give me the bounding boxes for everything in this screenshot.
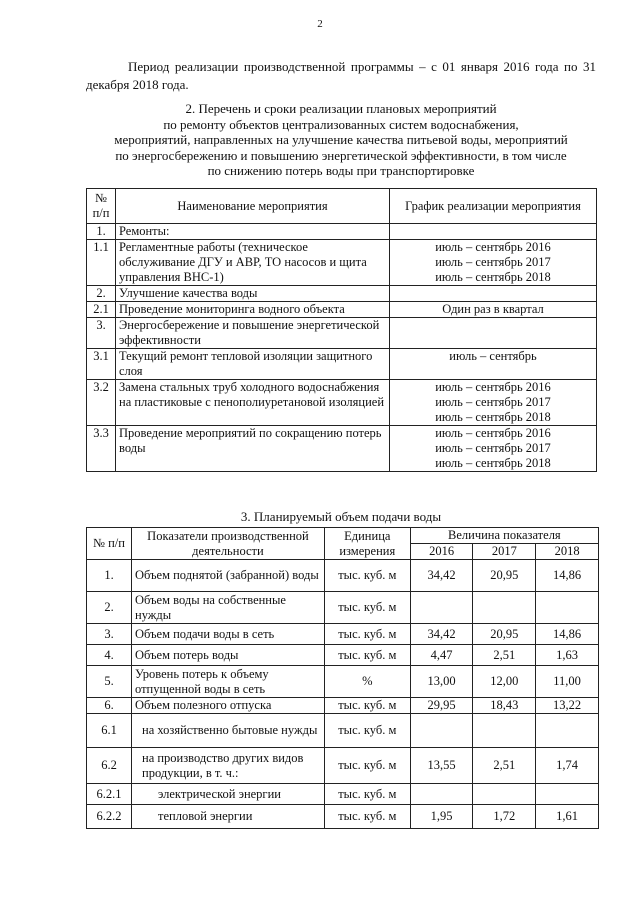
measures-table-header <box>87 189 597 224</box>
indicator-name: Объем полезного отпуска <box>132 698 325 714</box>
indicator-name: тепловой энергии <box>132 805 325 829</box>
measure-num: 3.1 <box>87 349 116 380</box>
water-supply-row <box>87 666 599 698</box>
measures-table-row <box>87 318 597 349</box>
measure-name: Текущий ремонт тепловой изоляции защитного слоя <box>116 349 390 380</box>
indicator-num: 5. <box>87 666 132 698</box>
schedule-line: июль – сентябрь 2018 <box>435 456 551 470</box>
water-supply-row <box>87 784 599 805</box>
measure-schedule <box>390 224 597 240</box>
value-2017 <box>473 784 536 805</box>
measure-num: 1.1 <box>87 240 116 286</box>
indicator-unit: % <box>324 666 410 698</box>
value-2017: 20,95 <box>473 560 536 592</box>
value-2017: 20,95 <box>473 624 536 645</box>
indicator-unit: тыс. куб. м <box>324 592 410 624</box>
section-2-heading-line: по ремонту объектов централизованных систем водоснабжения, <box>163 116 519 132</box>
indicator-unit: тыс. куб. м <box>324 714 410 748</box>
header-indicator: Показатели производственной деятельности <box>132 528 325 560</box>
measure-num: 1. <box>87 224 116 240</box>
measure-name: Проведение мониторинга водного объекта <box>116 302 390 318</box>
value-2018: 1,63 <box>536 645 599 666</box>
section-2-heading-line: по снижению потерь воды при транспортировке <box>207 163 475 178</box>
value-2017: 2,51 <box>473 748 536 784</box>
water-supply-table <box>86 527 599 829</box>
measure-num: 2.1 <box>87 302 116 318</box>
schedule-line: июль – сентябрь 2017 <box>435 395 551 409</box>
schedule-line: июль – сентябрь 2016 <box>435 240 551 254</box>
value-2018: 1,61 <box>536 805 599 829</box>
header-value: Величина показателя <box>410 528 598 544</box>
value-2017: 1,72 <box>473 805 536 829</box>
header-name: Наименование мероприятия <box>116 189 390 224</box>
indicator-name: электрической энергии <box>132 784 325 805</box>
measure-schedule <box>390 349 597 380</box>
water-supply-row <box>87 698 599 714</box>
measures-table-row <box>87 286 597 302</box>
measure-name: Улучшение качества воды <box>116 286 390 302</box>
value-2018: 1,74 <box>536 748 599 784</box>
intro-paragraph: Период реализации производственной программы – с 01 января 2016 года по 31 декабря 2018 года. <box>86 59 596 92</box>
value-2018 <box>536 592 599 624</box>
measures-table-row <box>87 240 597 286</box>
page-number: 2 <box>317 18 323 30</box>
schedule-line: Один раз в квартал <box>442 302 544 316</box>
schedule-line: июль – сентябрь 2018 <box>435 270 551 284</box>
value-2018: 11,00 <box>536 666 599 698</box>
indicator-num: 6.2.1 <box>87 784 132 805</box>
indicator-num: 6.2 <box>87 748 132 784</box>
measures-table-row <box>87 302 597 318</box>
header-num: № п/п <box>87 189 116 224</box>
water-supply-row <box>87 645 599 666</box>
measures-table-body <box>87 224 597 472</box>
schedule-line: июль – сентябрь 2017 <box>435 441 551 455</box>
indicator-name: Объем потерь воды <box>132 645 325 666</box>
header-year: 2018 <box>536 544 599 560</box>
indicator-num: 6. <box>87 698 132 714</box>
measure-num: 2. <box>87 286 116 302</box>
water-supply-row <box>87 805 599 829</box>
value-2017 <box>473 592 536 624</box>
value-2016: 1,95 <box>410 805 473 829</box>
indicator-name: Объем поднятой (забранной) воды <box>132 560 325 592</box>
section-2-heading-line: по энергосбережению и повышению энергетической эффективности, в том числе <box>115 147 567 163</box>
indicator-unit: тыс. куб. м <box>324 748 410 784</box>
value-2016: 13,55 <box>410 748 473 784</box>
indicator-num: 2. <box>87 592 132 624</box>
measures-table <box>86 188 597 472</box>
measure-num: 3.3 <box>87 426 116 472</box>
schedule-line: июль – сентябрь 2016 <box>435 426 551 440</box>
water-supply-table-body <box>87 560 599 829</box>
section-3-heading: 3. Планируемый объем подачи воды <box>240 509 442 524</box>
schedule-line: июль – сентябрь <box>449 349 537 363</box>
value-2017: 2,51 <box>473 645 536 666</box>
indicator-num: 3. <box>87 624 132 645</box>
indicator-num: 6.1 <box>87 714 132 748</box>
header-unit: Единица измерения <box>324 528 410 560</box>
water-supply-row <box>87 560 599 592</box>
indicator-name: Уровень потерь к объему отпущенной воды в сеть <box>132 666 325 698</box>
measure-schedule <box>390 380 597 426</box>
value-2017 <box>473 714 536 748</box>
measure-schedule <box>390 302 597 318</box>
measure-name: Ремонты: <box>116 224 390 240</box>
value-2016 <box>410 784 473 805</box>
indicator-name: на производство других видов продукции, в т. ч.: <box>132 748 325 784</box>
indicator-unit: тыс. куб. м <box>324 784 410 805</box>
measure-schedule <box>390 240 597 286</box>
indicator-unit: тыс. куб. м <box>324 624 410 645</box>
indicator-unit: тыс. куб. м <box>324 805 410 829</box>
value-2016: 34,42 <box>410 560 473 592</box>
water-supply-row <box>87 624 599 645</box>
indicator-unit: тыс. куб. м <box>324 560 410 592</box>
value-2016 <box>410 592 473 624</box>
water-supply-row <box>87 748 599 784</box>
measures-table-row <box>87 224 597 240</box>
value-2018: 13,22 <box>536 698 599 714</box>
schedule-line: июль – сентябрь 2016 <box>435 380 551 394</box>
section-2-heading-line: 2. Перечень и сроки реализации плановых мероприятий <box>185 101 497 116</box>
measure-schedule <box>390 286 597 302</box>
measure-num: 3.2 <box>87 380 116 426</box>
value-2018: 14,86 <box>536 560 599 592</box>
water-supply-header-row-1 <box>87 528 599 544</box>
value-2018 <box>536 714 599 748</box>
indicator-num: 1. <box>87 560 132 592</box>
measure-name: Энергосбережение и повышение энергетической эффективности <box>116 318 390 349</box>
indicator-name: Объем воды на собственные нужды <box>132 592 325 624</box>
value-2016 <box>410 714 473 748</box>
measure-schedule <box>390 426 597 472</box>
indicator-unit: тыс. куб. м <box>324 698 410 714</box>
schedule-line: июль – сентябрь 2017 <box>435 255 551 269</box>
measure-num: 3. <box>87 318 116 349</box>
indicator-unit: тыс. куб. м <box>324 645 410 666</box>
measures-table-row <box>87 380 597 426</box>
water-supply-row <box>87 714 599 748</box>
schedule-line: июль – сентябрь 2018 <box>435 410 551 424</box>
measure-name: Регламентные работы (техническое обслуживание ДГУ и АВР, ТО насосов и щита управления ВНС-1) <box>116 240 390 286</box>
header-year: 2016 <box>410 544 473 560</box>
indicator-num: 4. <box>87 645 132 666</box>
value-2017: 12,00 <box>473 666 536 698</box>
measure-name: Проведение мероприятий по сокращению потерь воды <box>116 426 390 472</box>
measure-schedule <box>390 318 597 349</box>
value-2017: 18,43 <box>473 698 536 714</box>
indicator-name: Объем подачи воды в сеть <box>132 624 325 645</box>
measure-name: Замена стальных труб холодного водоснабжения на пластиковые с пенополиуретановой изоляцией <box>116 380 390 426</box>
value-2016: 13,00 <box>410 666 473 698</box>
section-2-heading <box>86 101 596 179</box>
indicator-num: 6.2.2 <box>87 805 132 829</box>
value-2016: 34,42 <box>410 624 473 645</box>
section-2-heading-line: мероприятий, направленных на улучшение качества питьевой воды, мероприятий <box>114 132 568 147</box>
value-2016: 4,47 <box>410 645 473 666</box>
header-year: 2017 <box>473 544 536 560</box>
measures-table-row <box>87 426 597 472</box>
water-supply-row <box>87 592 599 624</box>
value-2018 <box>536 784 599 805</box>
measures-table-row <box>87 349 597 380</box>
indicator-name: на хозяйственно бытовые нужды <box>132 714 325 748</box>
value-2016: 29,95 <box>410 698 473 714</box>
header-num: № п/п <box>87 528 132 560</box>
value-2018: 14,86 <box>536 624 599 645</box>
header-schedule: График реализации мероприятия <box>390 189 597 224</box>
